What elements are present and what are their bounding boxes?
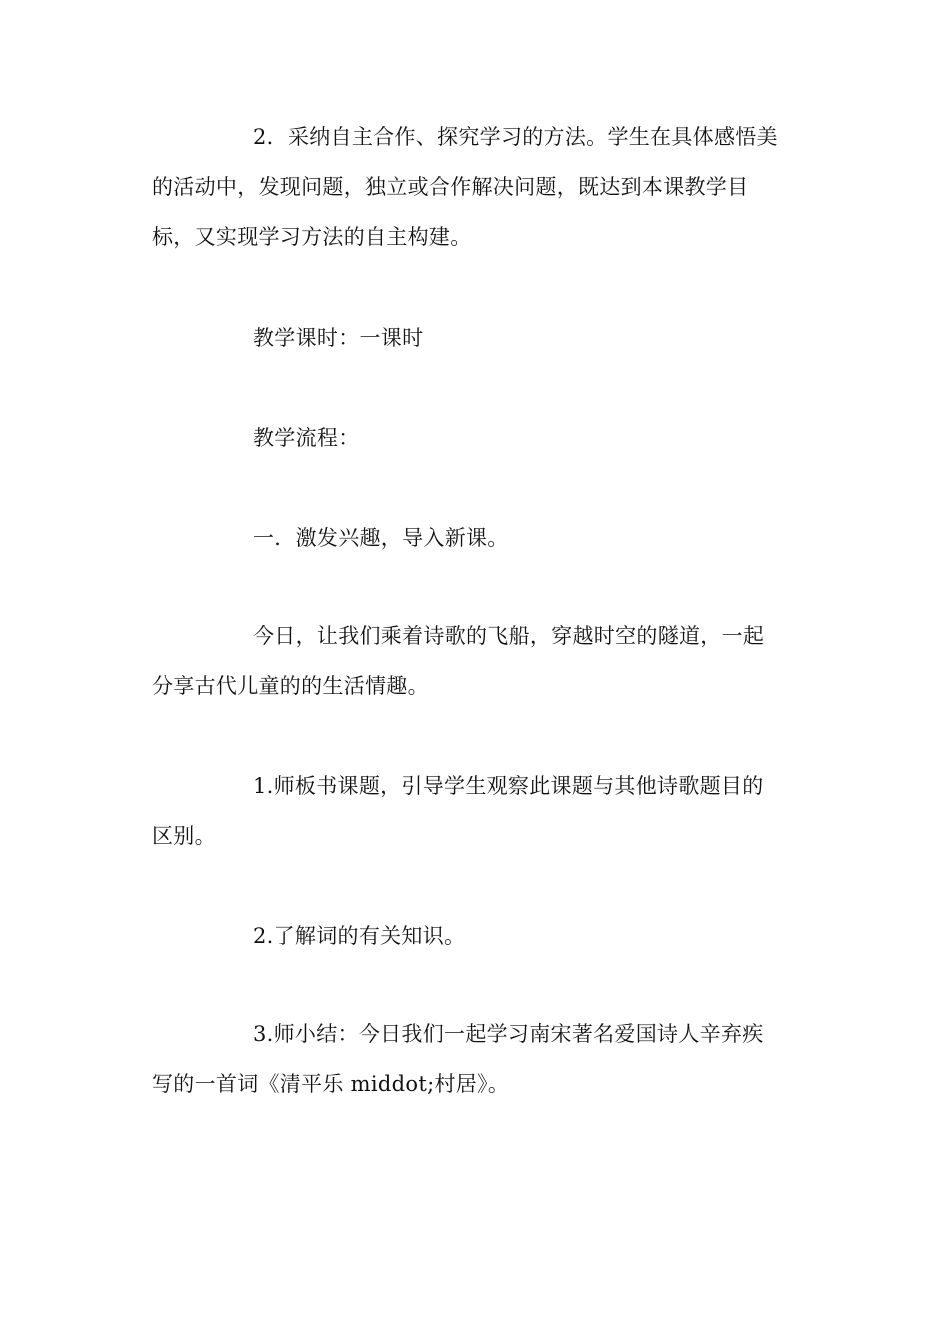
paragraph-step-3	[152, 1009, 802, 1109]
paragraph-step-2	[152, 911, 802, 961]
paragraph-line: 教学流程：	[253, 426, 360, 450]
paragraph-line: 写的一首词《清平乐 middot;村居》。	[152, 1072, 510, 1096]
paragraph-line: 2．采纳自主合作、探究学习的方法。学生在具体感悟美	[253, 125, 778, 149]
section-heading-introduction	[152, 513, 802, 563]
paragraph-line: 标，又实现学习方法的自主构建。	[152, 225, 472, 249]
paragraph-line: 今日，让我们乘着诗歌的飞船，穿越时空的隧道，一起	[253, 624, 765, 648]
paragraph-learning-method	[152, 112, 802, 262]
paragraph-line: 一．激发兴趣，导入新课。	[253, 526, 509, 550]
paragraph-line: 的活动中，发现问题，独立或合作解决问题，既达到本课教学目	[152, 175, 749, 199]
paragraph-line: 教学课时：一课时	[253, 326, 424, 350]
paragraph-line: 2.了解词的有关知识。	[253, 924, 466, 948]
paragraph-line: 区别。	[152, 824, 216, 848]
paragraph-line: 3.师小结：今日我们一起学习南宋著名爱国诗人辛弃疾	[253, 1022, 764, 1046]
paragraph-line: 分享古代儿童的的生活情趣。	[152, 674, 429, 698]
paragraph-introduction-text	[152, 611, 802, 711]
paragraph-teaching-process	[152, 413, 802, 463]
paragraph-line: 1.师板书课题，引导学生观察此课题与其他诗歌题目的	[253, 774, 764, 798]
paragraph-class-hours	[152, 313, 802, 363]
paragraph-step-1	[152, 761, 802, 861]
